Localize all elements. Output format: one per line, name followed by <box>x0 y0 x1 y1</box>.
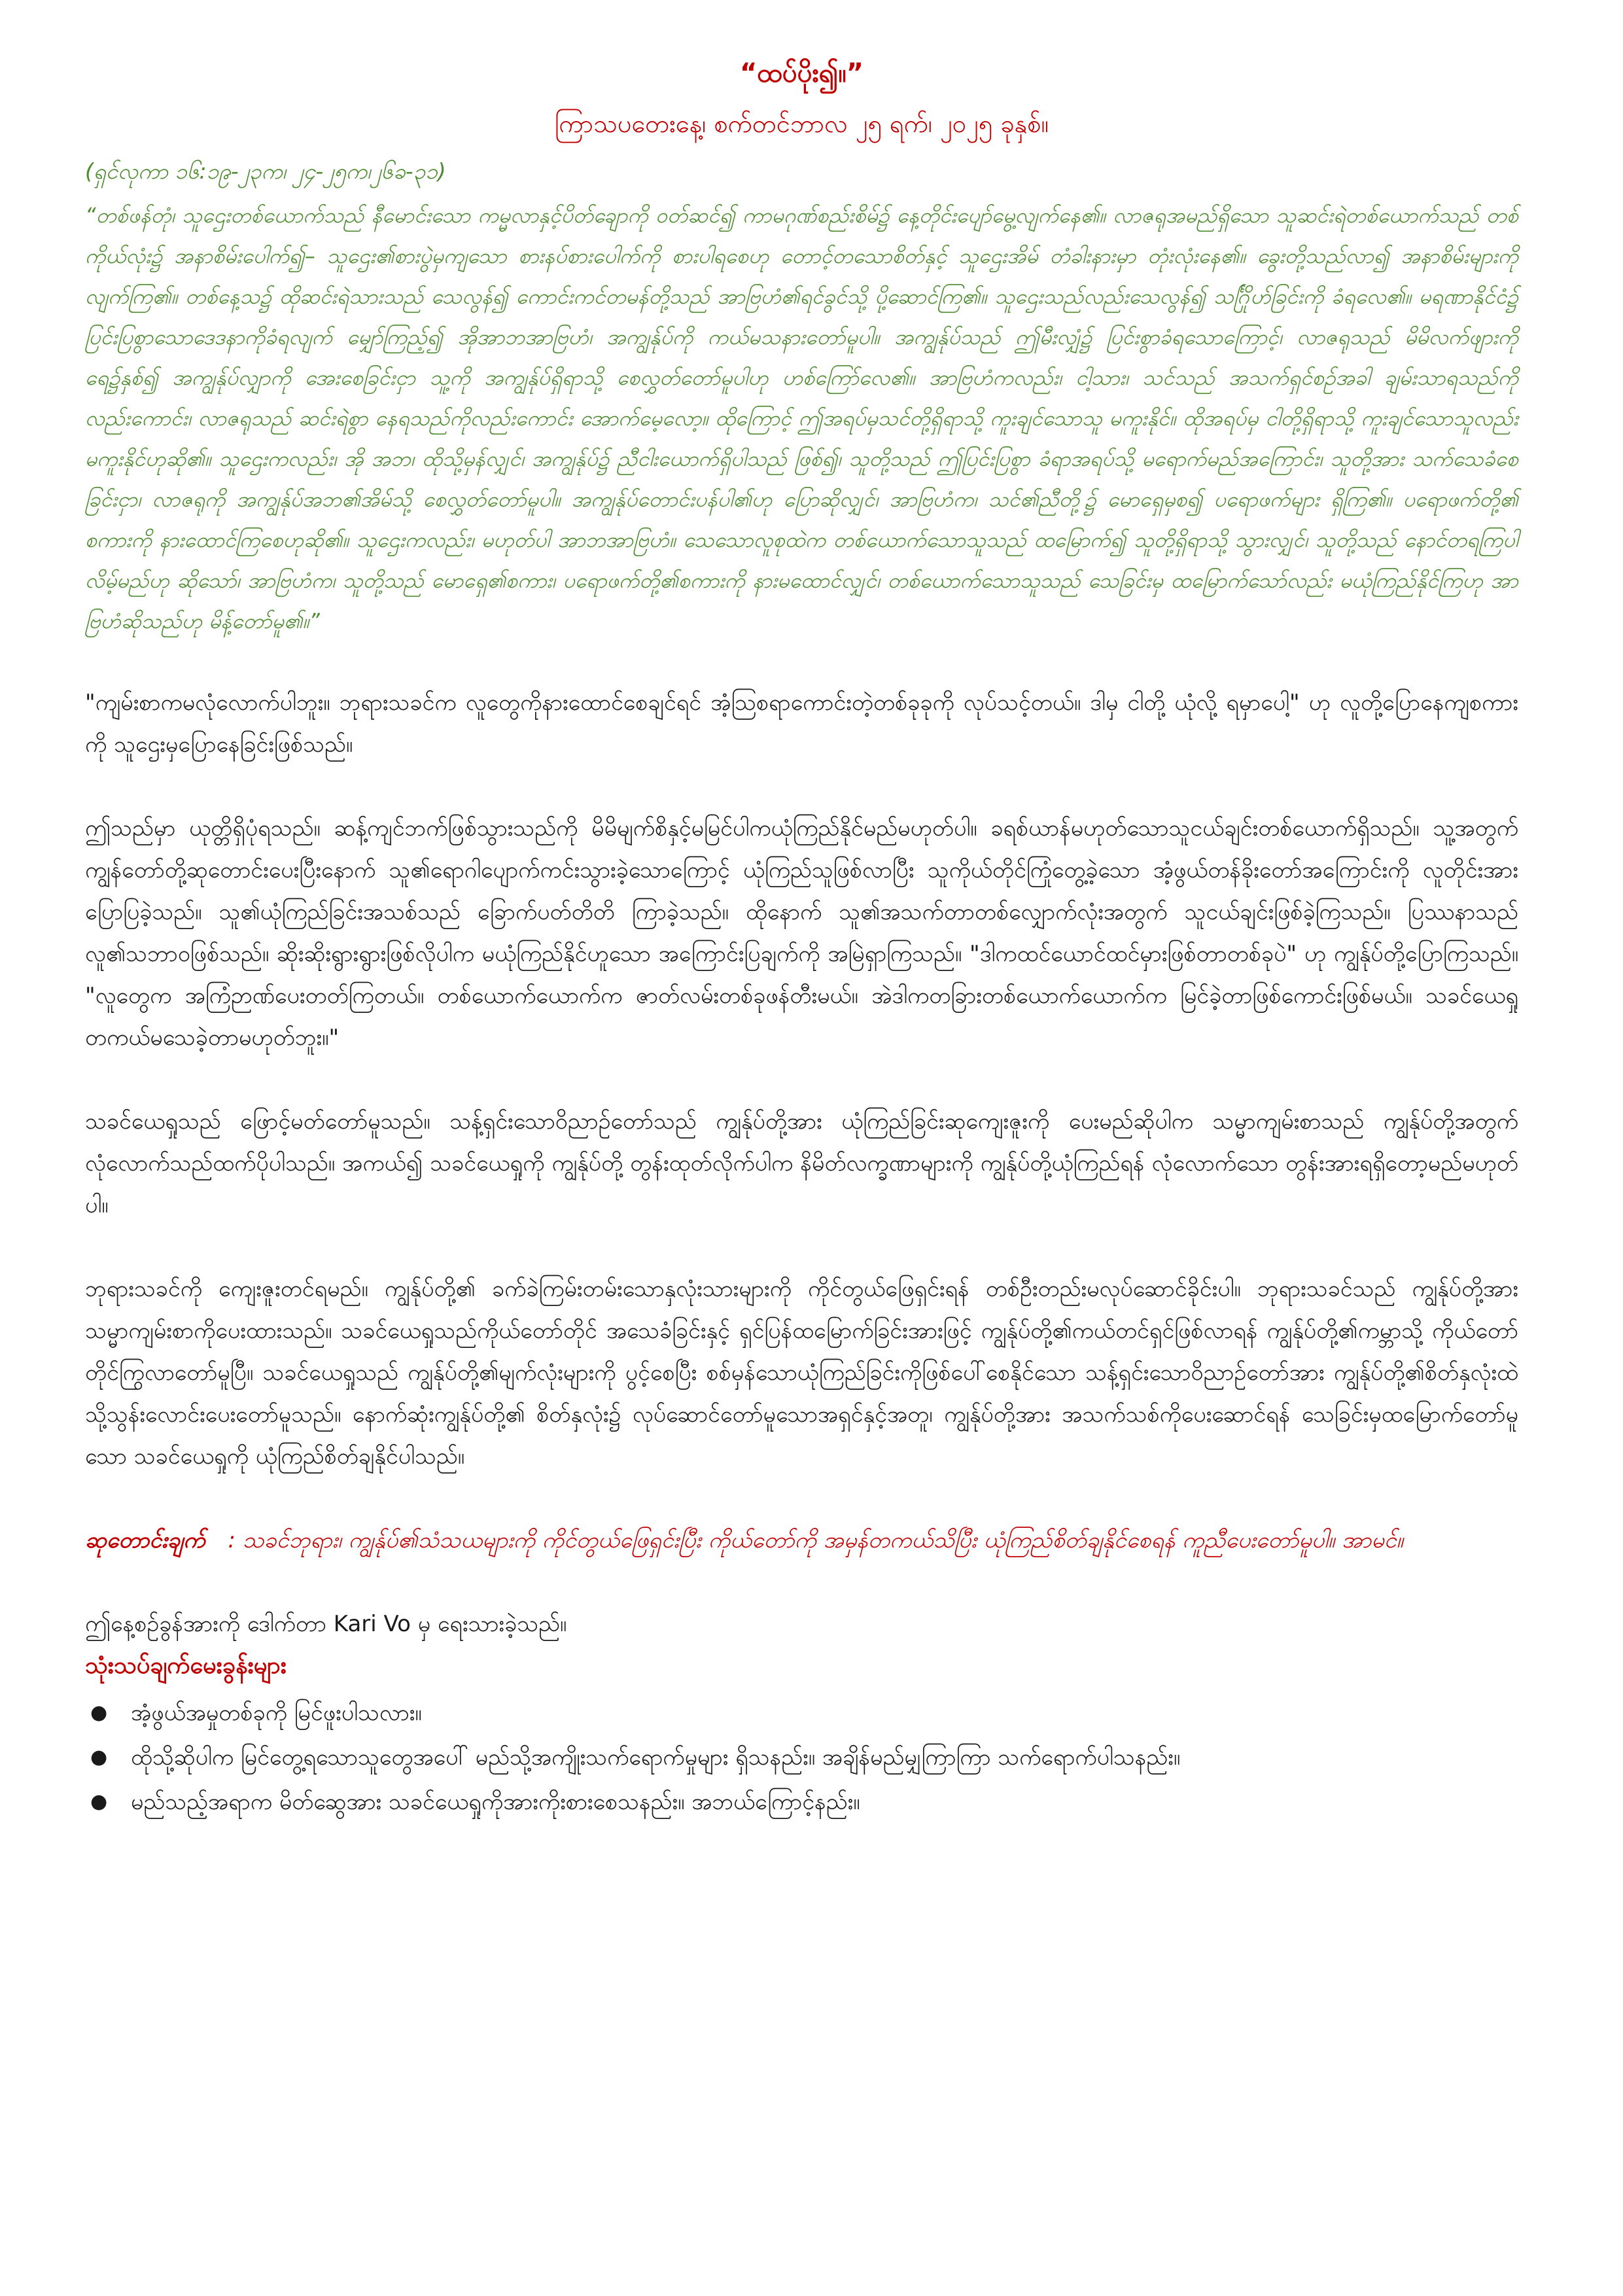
reflection-questions-list <box>85 1691 1518 1824</box>
bullet-icon: ● <box>90 1701 108 1724</box>
prayer-text: : သခင်ဘုရား၊ ကျွန်ုပ်၏သံသယများကို ကိုင်တွယ်ဖြေရှင်းပြီး ကိုယ်တော်ကို အမှန်တကယ်သိပြီး ယုံကြည်စိတ်ချနိုင်စေရန် ကူညီပေးတော်မူပါ။ အာမင်။ <box>228 1527 1404 1553</box>
bullet-icon: ● <box>90 1746 108 1769</box>
list-item <box>85 1780 1518 1824</box>
date-line: ကြာသပတေးနေ့၊ စက်တင်ဘာလ ၂၅ ရက်၊ ၂၀၂၅ ခုနှစ်။ <box>554 109 1049 138</box>
author-credit: ဤနေ့စဉ်ခွန်အားကို ဒေါက်တာ Kari Vo မှ ရေးသားခဲ့သည်။ <box>85 1611 567 1637</box>
page-title: “ထပ်ပိုး၍။” <box>739 58 864 88</box>
body-paragraph-1: "ကျမ်းစာကမလုံလောက်ပါဘူး။ ဘုရားသခင်က လူတွေကိုနားထောင်စေချင်ရင် အံ့သြစရာကောင်းတဲ့တစ်ခုခုကို လုပ်သင့်တယ်။ ဒါမှ ငါတို့ ယုံလို့ ရမှာပေါ့" ဟု လူတို့ပြောနေကျစကားကို သူဌေးမှပြောနေခြင်းဖြစ်သည်။ <box>85 690 1518 758</box>
question-text: အံ့ဖွယ်အမှုတစ်ခုကို မြင်ဖူးပါသလား။ <box>131 1700 422 1726</box>
list-item <box>85 1691 1518 1735</box>
list-item <box>85 1735 1518 1780</box>
scripture-passage: “တစ်ဖန်တုံ၊ သူဌေးတစ်ယောက်သည် နီမောင်းသော ကမ္မလာနှင့်ပိတ်ချောကို ဝတ်ဆင်၍ ကာမဂုဏ်စည်းစိမ်၌ နေ့တိုင်းပျော်မွေ့လျက်နေ၏။ လာဇရုအမည်ရှိသော သူဆင်းရဲတစ်ယောက်သည် တစ်ကိုယ်လုံး၌ အနာစိမ်းပေါက်၍– သူဌေး၏စားပွဲမှကျသော စားနပ်စားပေါက်ကို စားပါရစေဟု တောင့်တသောစိတ်နှင့် သူဌေးအိမ် တံခါးနားမှာ တုံးလုံးနေ၏။ ခွေးတို့သည်လာ၍ အနာစိမ်းများကို လျက်ကြ၏။ တစ်နေ့သ၌ ထိုဆင်းရဲသားသည် သေလွန်၍ ကောင်းကင်တမန်တို့သည် အာဗြဟံ၏ရင်ခွင်သို့ ပို့ဆောင်ကြ၏။ သူဌေးသည်လည်းသေလွန်၍ သင်္ဂြိုဟ်ခြင်းကို ခံရလေ၏။ မရဏာနိုင်ငံ၌ ပြင်းပြစွာသောဒေဒနာကိုခံရလျက် မျှော်ကြည့်၍ အိုအာဘအာဗြဟံ၊ အကျွန်ုပ်ကို ကယ်မသနားတော်မူပါ။ အကျွန်ုပ်သည် ဤမီးလျှံ၌ ပြင်းစွာခံရသောကြောင့်၊ လာဇရုသည် မိမိလက်ဖျားကို ရေ၌နှစ်၍ အကျွန်ုပ်လျှာကို အေးစေခြင်းငှာ သူ့ကို အကျွန်ုပ်ရှိရာသို့ စေလွှတ်တော်မူပါဟု ဟစ်ကြော်လေ၏။ အာဗြဟံကလည်း၊ ငါ့သား၊ သင်သည် အသက်ရှင်စဉ်အခါ ချမ်းသာရသည်ကိုလည်းကောင်း၊ လာဇရုသည် ဆင်းရဲစွာ နေရသည်ကိုလည်းကောင်း အောက်မေ့လော့။ ထိုကြောင့် ဤအရပ်မှသင်တို့ရှိရာသို့ ကူးချင်သောသူ မကူးနိုင်။ ထိုအရပ်မှ ငါတို့ရှိရာသို့ ကူးချင်သောသူလည်း မကူးနိုင်ဟုဆို၏။ သူဌေးကလည်း၊ အို အဘ၊ ထိုသို့မှန်လျှင်၊ အကျွန်ုပ်၌ ညီငါးယောက်ရှိပါသည် ဖြစ်၍၊ သူတို့သည် ဤပြင်းပြစွာ ခံရာအရပ်သို့ မရောက်မည်အကြောင်း၊ သူတို့အား သက်သေခံစေခြင်းငှာ၊ လာဇရုကို အကျွန်ုပ်အဘ၏အိမ်သို့ စေလွှတ်တော်မူပါ။ အကျွန်ုပ်တောင်းပန်ပါ၏ဟု ပြောဆိုလျှင်၊ အာဗြဟံက၊ သင်၏ညီတို့၌ မောရှေမှစ၍ ပရောဖက်များ ရှိကြ၏။ ပရောဖက်တို့၏ စကားကို နားထောင်ကြစေဟုဆို၏။ သူဌေးကလည်း၊ မဟုတ်ပါ အာဘအာဗြဟံ။ သေသောလူစုထဲက တစ်ယောက်သောသူသည် ထမြောက်၍ သူတို့ရှိရာသို့ သွားလျှင်၊ သူတို့သည် နောင်တရကြပါလိမ့်မည်ဟု ဆိုသော်၊ အာဗြဟံက၊ သူတို့သည် မောရှေ၏စကား၊ ပရောဖက်တို့၏စကားကို နားမထောင်လျှင်၊ တစ်ယောက်သောသူသည် သေခြင်းမှ ထမြောက်သော်လည်း မယုံကြည်နိုင်ကြဟု အာဗြဟံဆိုသည်ဟု မိန့်တော်မူ၏။” <box>85 203 1519 633</box>
body-paragraph-3: သခင်ယေရှုသည် ဖြောင့်မတ်တော်မူသည်။ သန့်ရှင်းသောဝိညာဉ်တော်သည် ကျွန်ုပ်တို့အား ယုံကြည်ခြင်းဆုကျေးဇူးကို ပေးမည်ဆိုပါက သမ္မာကျမ်းစာသည် ကျွန်ုပ်တို့အတွက် လုံလောက်သည်ထက်ပိုပါသည်။ အကယ်၍ သခင်ယေရှုကို ကျွန်ုပ်တို့ တွန်းထုတ်လိုက်ပါက နိမိတ်လက္ခဏာများကို ကျွန်ုပ်တို့ယုံကြည်ရန် လုံလောက်သော တွန်းအားရရှိတော့မည်မဟုတ်ပါ။ <box>85 1108 1518 1218</box>
body-paragraph-4: ဘုရားသခင်ကို ကျေးဇူးတင်ရမည်။ ကျွန်ုပ်တို့၏ ခက်ခဲကြမ်းတမ်းသောနှလုံးသားများကို ကိုင်တွယ်ဖြေရှင်းရန် တစ်ဦးတည်းမလုပ်ဆောင်ခိုင်းပါ။ ဘုရားသခင်သည် ကျွန်ုပ်တို့အား သမ္မာကျမ်းစာကိုပေးထားသည်။ သခင်ယေရှုသည်ကိုယ်တော်တိုင် အသေခံခြင်းနှင့် ရှင်ပြန်ထမြောက်ခြင်းအားဖြင့် ကျွန်ုပ်တို့၏ကယ်တင်ရှင်ဖြစ်လာရန် ကျွန်ုပ်တို့၏ကမ္ဘာသို့ ကိုယ်တော်တိုင်ကြွလာတော်မူပြီ။ သခင်ယေရှုသည် ကျွန်ုပ်တို့၏မျက်လုံးများကို ပွင့်စေပြီး စစ်မှန်သောယုံကြည်ခြင်းကိုဖြစ်ပေါ်စေနိုင်သော သန့်ရှင်းသောဝိညာဉ်တော်အား ကျွန်ုပ်တို့၏စိတ်နှလုံးထဲသို့သွန်းလောင်းပေးတော်မူသည်။ နောက်ဆုံးကျွန်ုပ်တို့၏ စိတ်နှလုံး၌ လုပ်ဆောင်တော်မူသောအရှင်နှင့်အတူ၊ ကျွန်ုပ်တို့အား အသက်သစ်ကိုပေးဆောင်ရန် သေခြင်းမှထမြောက်တော်မူသော သခင်ယေရှုကို ယုံကြည်စိတ်ချနိုင်ပါသည်။ <box>85 1276 1518 1470</box>
reflection-questions-heading: သုံးသပ်ချက်မေးခွန်းများ <box>85 1652 287 1679</box>
bullet-icon: ● <box>90 1790 108 1813</box>
scripture-reference: (ရှင်လုကာ ၁၆:၁၉-၂၃က၊ ၂၄-၂၅က၊၂၆ခ-၃၁) <box>85 158 446 184</box>
question-text: ထိုသို့ဆိုပါက မြင်တွေ့ရသောသူတွေအပေါ် မည်သို့အကျိုးသက်ရောက်မှုများ ရှိသနည်း။ အချိန်မည်မျှကြာကြာ သက်ရောက်ပါသနည်း။ <box>131 1744 1181 1771</box>
body-paragraph-2: ဤသည်မှာ ယုတ္တိရှိပုံရသည်။ ဆန့်ကျင်ဘက်ဖြစ်သွားသည်ကို မိမိမျက်စိနှင့်မမြင်ပါကယုံကြည်နိုင်မည်မဟုတ်ပါ။ ခရစ်ယာန်မဟုတ်သောသူငယ်ချင်းတစ်ယောက်ရှိသည်။ သူ့အတွက် ကျွန်တော်တို့ဆုတောင်းပေးပြီးနောက် သူ၏ရောဂါပျောက်ကင်းသွားခဲ့သောကြောင့် ယုံကြည်သူဖြစ်လာပြီး သူကိုယ်တိုင်ကြုံတွေ့ခဲ့သော အံ့ဖွယ်တန်ခိုးတော်အကြောင်းကို လူတိုင်းအားပြောပြခဲ့သည်။ သူ၏ယုံကြည်ခြင်းအသစ်သည် ခြောက်ပတ်တိတိ ကြာခဲ့သည်။ ထိုနောက် သူ၏အသက်တာတစ်လျှောက်လုံးအတွက် သူငယ်ချင်းဖြစ်ခဲ့ကြသည်။ ပြဿနာသည် လူ၏သဘာဝဖြစ်သည်။ ဆိုးဆိုးရွားရွားဖြစ်လိုပါက မယုံကြည်နိုင်ဟူသော အကြောင်းပြချက်ကို အမြဲရှာကြသည်။ "ဒါကထင်ယောင်ထင်မှားဖြစ်တာတစ်ခုပဲ" ဟု ကျွန်ုပ်တို့ပြောကြသည်။ "လူတွေက အကြံဉာဏ်ပေးတတ်ကြတယ်။ တစ်ယောက်ယောက်က ဇာတ်လမ်းတစ်ခုဖန်တီးမယ်။ အဲဒါကတခြားတစ်ယောက်ယောက်က မြင်ခဲ့တာဖြစ်ကောင်းဖြစ်မယ်။ သခင်ယေရှု တကယ်မသေခဲ့တာမဟုတ်ဘူး။" <box>85 815 1518 1051</box>
prayer-label: ဆုတောင်းချက် <box>85 1527 205 1553</box>
question-text: မည်သည့်အရာက မိတ်ဆွေအား သခင်ယေရှုကိုအားကိုးစားစေသနည်း။ အဘယ်ကြောင့်နည်း။ <box>131 1789 860 1815</box>
prayer-block <box>85 1519 1518 1561</box>
